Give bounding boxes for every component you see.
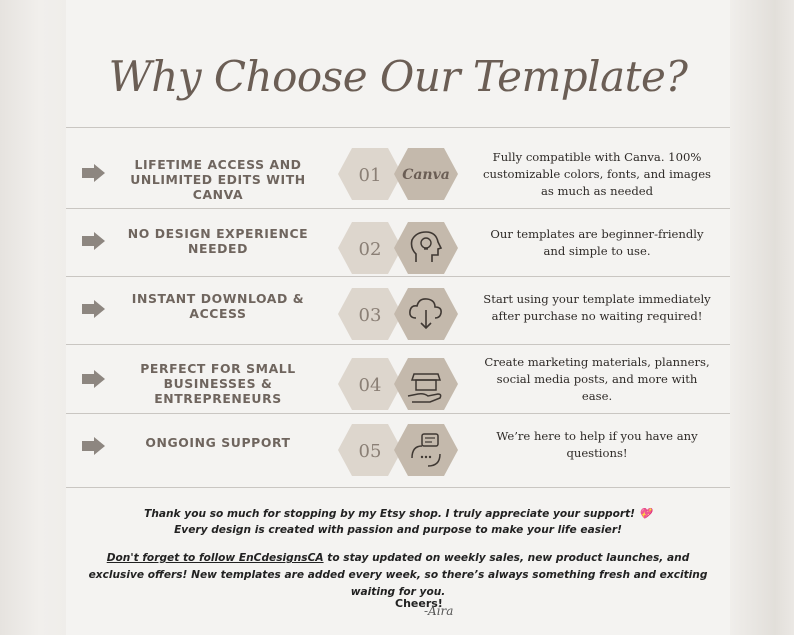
page-title: Why Choose Our Template? bbox=[108, 52, 688, 101]
step-number: 04 bbox=[358, 375, 382, 396]
feature-title: LIFETIME ACCESS AND UNLIMITED EDITS WITH CANVA bbox=[130, 157, 306, 202]
feature-row bbox=[66, 208, 730, 276]
feature-description: Start using your template immediately after purchase no waiting required! bbox=[483, 292, 711, 323]
arrow-icon bbox=[80, 164, 106, 182]
cheers-text: Cheers! bbox=[395, 597, 443, 610]
step-number: 01 bbox=[358, 165, 382, 186]
feature-description: We’re here to help if you have any questions! bbox=[496, 429, 698, 460]
feature-row bbox=[66, 127, 730, 208]
feature-row bbox=[66, 413, 730, 487]
arrow-icon bbox=[80, 370, 106, 388]
step-number: 05 bbox=[358, 441, 382, 462]
step-number: 03 bbox=[358, 305, 382, 326]
signature: -Aira bbox=[424, 604, 454, 618]
thanks-line: Every design is created with passion and purpose to make your life easier! bbox=[174, 524, 622, 536]
number-hexagon bbox=[338, 418, 402, 482]
background-left bbox=[0, 0, 66, 635]
arrow-icon bbox=[80, 232, 106, 250]
canva-logo-icon bbox=[394, 142, 458, 206]
feature-title: INSTANT DOWNLOAD & ACCESS bbox=[131, 291, 305, 321]
feature-description: Fully compatible with Canva. 100% customizable colors, fonts, and images as much as needed bbox=[482, 150, 712, 198]
number-hexagon bbox=[338, 282, 402, 346]
feature-row bbox=[66, 276, 730, 344]
follow-text: to stay updated on weekly sales, new product launches, and exclusive offers! New templates are added every week, so there’s always something fresh and exciting waiting for you. bbox=[88, 552, 708, 598]
cloud-download-icon bbox=[394, 282, 458, 346]
feature-title: NO DESIGN EXPERIENCE NEEDED bbox=[127, 226, 309, 256]
head-lightbulb-icon bbox=[394, 216, 458, 280]
arrow-icon bbox=[80, 437, 106, 455]
feature-description: Our templates are beginner-friendly and simple to use. bbox=[490, 227, 704, 258]
feature-description: Create marketing materials, planners, social media posts, and more with ease. bbox=[484, 355, 710, 403]
number-hexagon bbox=[338, 142, 402, 206]
thanks-line: Thank you so much for stopping by my Etsy shop. I truly appreciate your support! 💖 bbox=[144, 508, 652, 520]
follow-link[interactable]: Don't forget to follow EnCdesignsCA bbox=[106, 552, 324, 564]
arrow-icon bbox=[80, 300, 106, 318]
number-hexagon bbox=[338, 352, 402, 416]
headset-chat-icon bbox=[394, 418, 458, 482]
step-number: 02 bbox=[358, 239, 382, 260]
canva-logo-text: Canva bbox=[402, 167, 450, 183]
feature-title: ONGOING SUPPORT bbox=[145, 435, 291, 450]
shop-hand-icon bbox=[394, 352, 458, 416]
follow-paragraph bbox=[86, 550, 710, 601]
number-hexagon bbox=[338, 216, 402, 280]
background-right bbox=[730, 0, 794, 635]
feature-title: PERFECT FOR SMALL BUSINESSES & ENTREPRENEURS bbox=[140, 361, 296, 406]
feature-row bbox=[66, 344, 730, 413]
template-sheet bbox=[66, 0, 730, 635]
divider bbox=[66, 487, 730, 488]
